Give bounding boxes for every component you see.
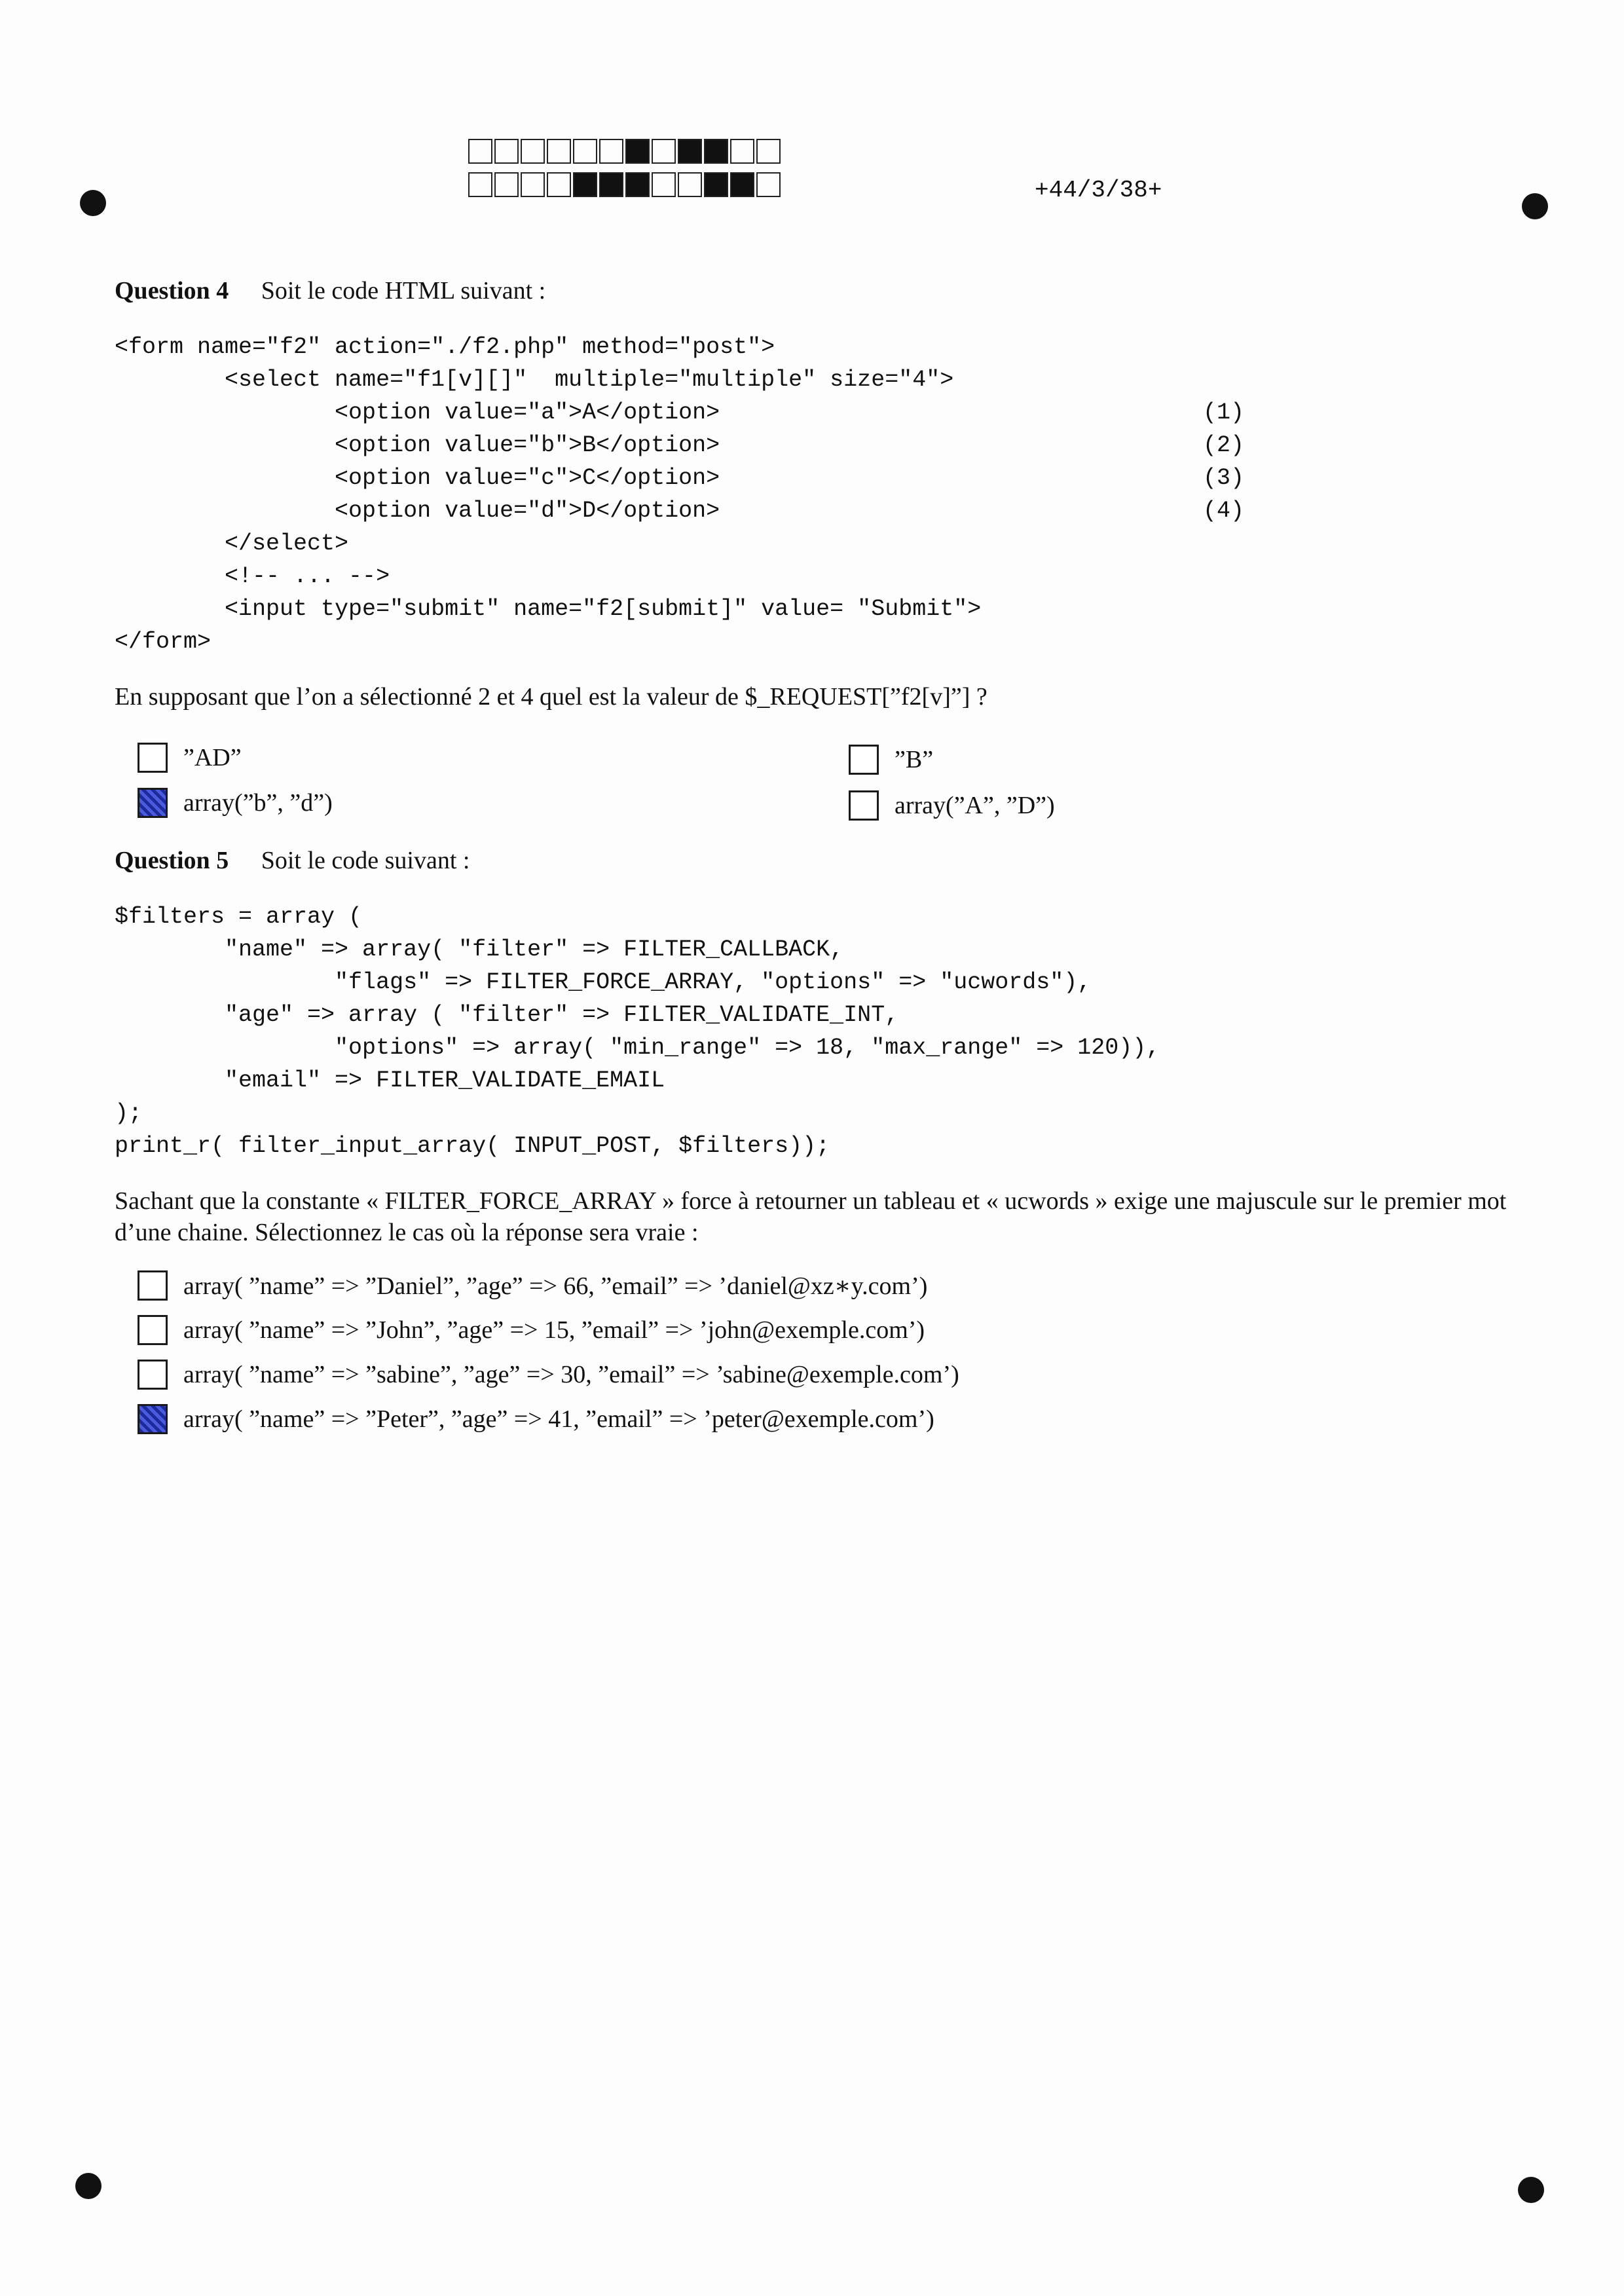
code-line: $filters = array ( [115,904,363,930]
code-line: "flags" => FILTER_FORCE_ARRAY, "options" => "ucwords"), [115,969,1092,995]
question-5-code [115,900,1160,1162]
barcode-cell [468,172,492,197]
barcode-cell [678,139,702,164]
line-number-1: (1) [1203,399,1245,426]
barcode-cell [730,139,754,164]
barcode-cell [521,139,545,164]
choice-label: array( ”name” => ”sabine”, ”age” => 30, ”email” => ’sabine@exemple.com’) [183,1361,959,1388]
code-line: <option value="c">C</option> [115,465,720,491]
barcode-cell [494,139,519,164]
code-line: "age" => array ( "filter" => FILTER_VALIDATE_INT, [115,1002,899,1028]
code-line: <form name="f2" action="./f2.php" method="post"> [115,334,775,360]
barcode-cell [678,172,702,197]
barcode-cell [494,172,519,197]
question-5-label: Question 5 [115,847,229,874]
barcode-cell [547,139,571,164]
barcode-cell [521,172,545,197]
barcode-cell [652,139,676,164]
barcode-cell [704,139,728,164]
code-line: <!-- ... --> [115,563,390,589]
checkbox[interactable] [138,1360,168,1390]
question-4-prompt: En supposant que l’on a sélectionné 2 et 4 quel est la valeur de $_REQUEST[”f2[v]”] ? [115,683,987,711]
checkbox[interactable] [138,788,168,818]
question-5-header [115,846,470,875]
question-5-intro: Soit le code suivant : [261,847,470,874]
question-4-header [115,276,545,305]
barcode-cell [704,172,728,197]
checkbox[interactable] [849,790,879,821]
barcode-row-1 [468,139,783,164]
choice-label: array( ”name” => ”Daniel”, ”age” => 66, ”email” => ’daniel@xz∗y.com’) [183,1272,928,1300]
code-line: <option value="b">B</option> [115,432,720,458]
choice-label: ”B” [895,746,934,773]
q4-choice-4[interactable] [849,790,1055,821]
line-number-2: (2) [1203,432,1245,458]
question-4-code [115,331,981,658]
q5-choice-2[interactable] [138,1315,925,1345]
barcode-cell [573,172,597,197]
barcode-cell [625,139,650,164]
choice-label: array( ”name” => ”Peter”, ”age” => 41, ”email” => ’peter@exemple.com’) [183,1405,934,1433]
code-line: <input type="submit" name="f2[submit]" value= "Submit"> [115,596,982,622]
registration-mark-top-left [80,190,106,216]
choice-label: array( ”name” => ”John”, ”age” => 15, ”email” => ’john@exemple.com’) [183,1316,925,1344]
barcode-cell [573,139,597,164]
barcode-cell [599,139,623,164]
barcode-cell [756,172,781,197]
barcode-cell [468,139,492,164]
code-line: <option value="a">A</option> [115,399,720,426]
code-line: "name" => array( "filter" => FILTER_CALLBACK, [115,936,844,963]
checkbox[interactable] [138,1270,168,1301]
registration-mark-top-right [1522,193,1548,219]
code-line: <select name="f1[v][]" multiple="multiple" size="4"> [115,367,954,393]
barcode-cell [547,172,571,197]
code-line: <option value="d">D</option> [115,498,720,524]
barcode-cell [599,172,623,197]
registration-mark-bottom-right [1518,2177,1544,2203]
checkbox[interactable] [138,743,168,773]
barcode-cell [756,139,781,164]
barcode-cell [625,172,650,197]
checkbox[interactable] [138,1315,168,1345]
question-4-label: Question 4 [115,277,229,305]
barcode-cell [730,172,754,197]
q4-choice-1[interactable] [138,743,242,773]
code-line: </form> [115,629,212,655]
barcode-cell [652,172,676,197]
choice-label: ”AD” [183,744,242,771]
code-line: "options" => array( "min_range" => 18, "max_range" => 120)), [115,1035,1160,1061]
code-line: </select> [115,530,349,557]
q5-choice-1[interactable] [138,1270,927,1301]
page-identifier: +44/3/38+ [1035,177,1162,204]
choice-label: array(”A”, ”D”) [895,792,1055,819]
line-number-3: (3) [1203,465,1245,491]
q5-choice-4[interactable] [138,1404,934,1434]
choice-label: array(”b”, ”d”) [183,789,333,817]
checkbox[interactable] [849,745,879,775]
barcode-row-2 [468,172,783,197]
q4-choice-2[interactable] [849,745,933,775]
q4-choice-3[interactable] [138,788,333,818]
q5-choice-3[interactable] [138,1360,959,1390]
question-4-intro: Soit le code HTML suivant : [261,277,546,305]
checkbox[interactable] [138,1404,168,1434]
question-5-prompt: Sachant que la constante « FILTER_FORCE_ARRAY » force à retourner un tableau et « ucwords » exige une majuscule sur le premier mot d’une chaine. Sélectionnez le cas où la réponse sera vraie : [115,1187,1507,1246]
line-number-4: (4) [1203,498,1245,524]
registration-mark-bottom-left [75,2173,101,2199]
code-line: print_r( filter_input_array( INPUT_POST, $filters)); [115,1133,830,1159]
code-line: "email" => FILTER_VALIDATE_EMAIL [115,1067,665,1094]
code-line: ); [115,1100,143,1126]
